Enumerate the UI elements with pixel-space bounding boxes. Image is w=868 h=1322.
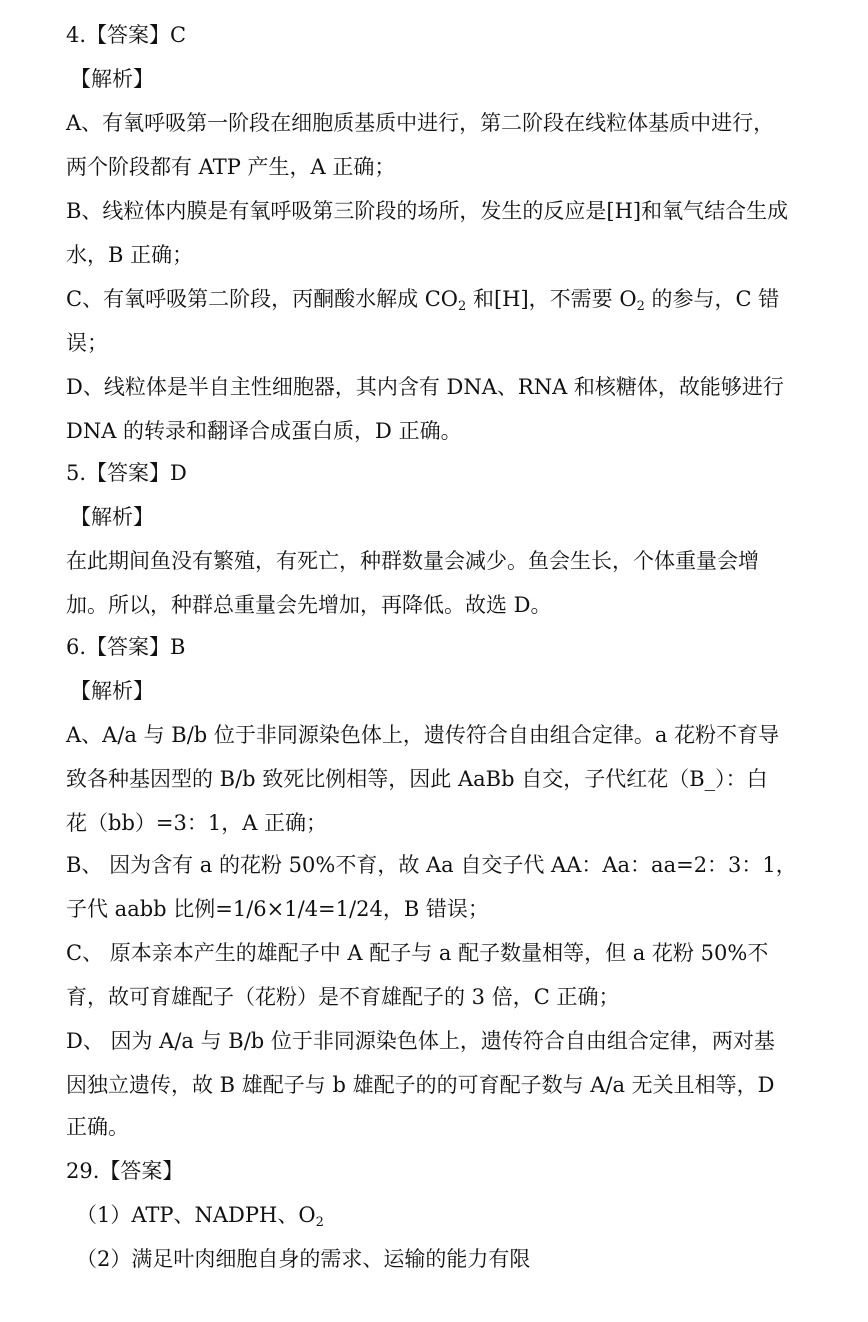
subscript: 2 [315,1215,324,1230]
q6-line: 正确。 [66,1115,129,1139]
q6-line: B、 因为含有 a 的花粉 50%不育，故 Aa 自交子代 AA：Aa：aa=2：3：1， [66,853,797,877]
q6-line: 致各种基因型的 B/b 致死比例相等，因此 AaBb 自交，子代红花（B_）：白 [66,767,768,791]
q4-analysis-tag: 【解析】 [70,67,154,91]
q5-answer-heading: 5.【答案】D [66,461,187,485]
q4-c-text: 和[H]，不需要 O [466,287,637,311]
q4-line: A、有氧呼吸第一阶段在细胞质基质中进行，第二阶段在线粒体基质中进行， [66,111,775,135]
q4-c-text: 的参与，C 错 [644,287,780,311]
q4-line: 两个阶段都有 ATP 产生，A 正确； [66,155,396,179]
q5-line: 加。所以，种群总重量会先增加，再降低。故选 D。 [66,593,552,617]
subscript: 2 [458,299,467,314]
q6-line: 子代 aabb 比例=1/6×1/4=1/24，B 错误； [66,897,489,921]
q4-line: DNA 的转录和翻译合成蛋白质，D 正确。 [66,419,462,443]
q4-line: D、线粒体是半自主性细胞器，其内含有 DNA、RNA 和核糖体，故能够进行 [66,375,784,399]
q4-line: 误； [66,331,108,355]
q6-line: C、 原本亲本产生的雄配子中 A 配子与 a 配子数量相等，但 a 花粉 50%不 [66,941,769,965]
q6-line: A、A/a 与 B/b 位于非同源染色体上，遗传符合自由组合定律。a 花粉不育导 [66,723,780,747]
q4-answer-heading: 4.【答案】C [66,23,187,47]
q6-line: 花（bb）=3：1，A 正确； [66,811,328,835]
q5-analysis-tag: 【解析】 [70,505,154,529]
q5-line: 在此期间鱼没有繁殖，有死亡，种群数量会减少。鱼会生长，个体重量会增 [66,549,759,573]
q4-c-line [66,284,826,314]
q29-answer-heading: 29.【答案】 [66,1159,184,1183]
subscript: 2 [636,299,645,314]
q4-c-text: C、有氧呼吸第二阶段，丙酮酸水解成 CO [66,287,459,311]
q4-line: 水，B 正确； [66,243,194,267]
q29-item-1 [76,1200,836,1230]
q6-answer-heading: 6.【答案】B [66,635,186,659]
q4-line: B、线粒体内膜是有氧呼吸第三阶段的场所，发生的反应是[H]和氧气结合生成 [66,199,789,223]
q6-line: 育，故可育雄配子（花粉）是不育雄配子的 3 倍，C 正确； [66,985,620,1009]
q6-analysis-tag: 【解析】 [70,679,154,703]
q6-line: 因独立遗传，故 B 雄配子与 b 雄配子的的可育配子数与 A/a 无关且相等，D [66,1073,775,1097]
q29-item-1-text: （1）ATP、NADPH、O [76,1203,316,1227]
q6-line: D、 因为 A/a 与 B/b 位于非同源染色体上，遗传符合自由组合定律，两对基 [66,1029,775,1053]
q29-item-2: （2）满足叶肉细胞自身的需求、运输的能力有限 [76,1247,531,1271]
